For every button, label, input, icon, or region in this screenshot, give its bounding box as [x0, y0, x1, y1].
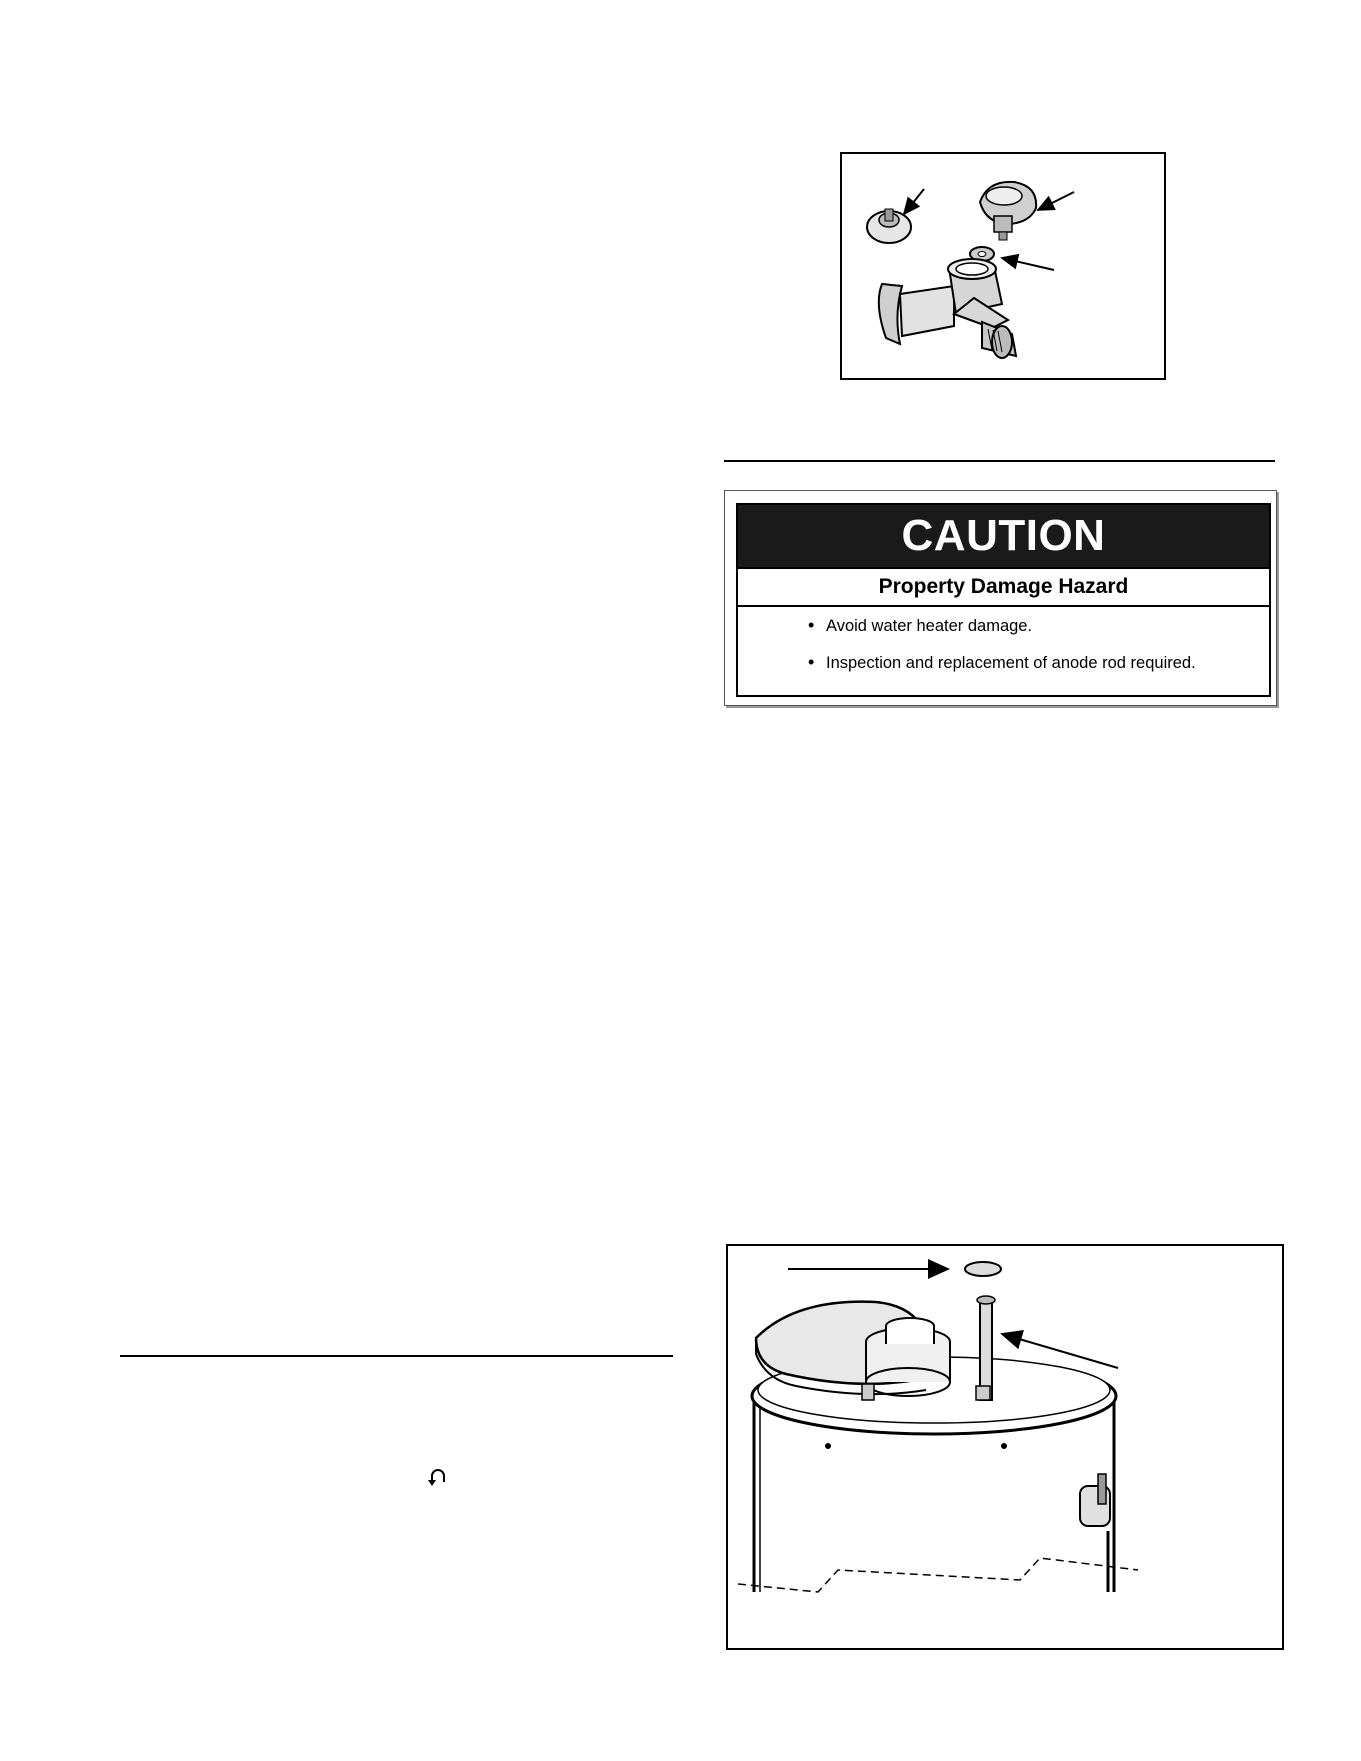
section-divider-left — [120, 1355, 673, 1357]
anode-rod-figure — [726, 1244, 1284, 1650]
drain-valve-figure — [840, 152, 1166, 380]
caution-label — [724, 490, 1277, 706]
caution-bullet: • Inspection and replacement of anode rod required. — [808, 652, 1196, 689]
caution-label-inner — [736, 503, 1271, 697]
caution-heading: CAUTION — [738, 505, 1269, 567]
caution-bullet: • Avoid water heater damage. — [808, 615, 1196, 652]
water-heater-anode-rod-icon — [728, 1246, 1282, 1648]
caution-subheading: Property Damage Hazard — [738, 567, 1269, 607]
drain-valve-exploded-icon — [842, 154, 1164, 378]
counterclockwise-rotate-icon — [427, 1466, 449, 1488]
caution-bullet-list — [808, 615, 1196, 689]
section-divider-right — [724, 460, 1275, 462]
